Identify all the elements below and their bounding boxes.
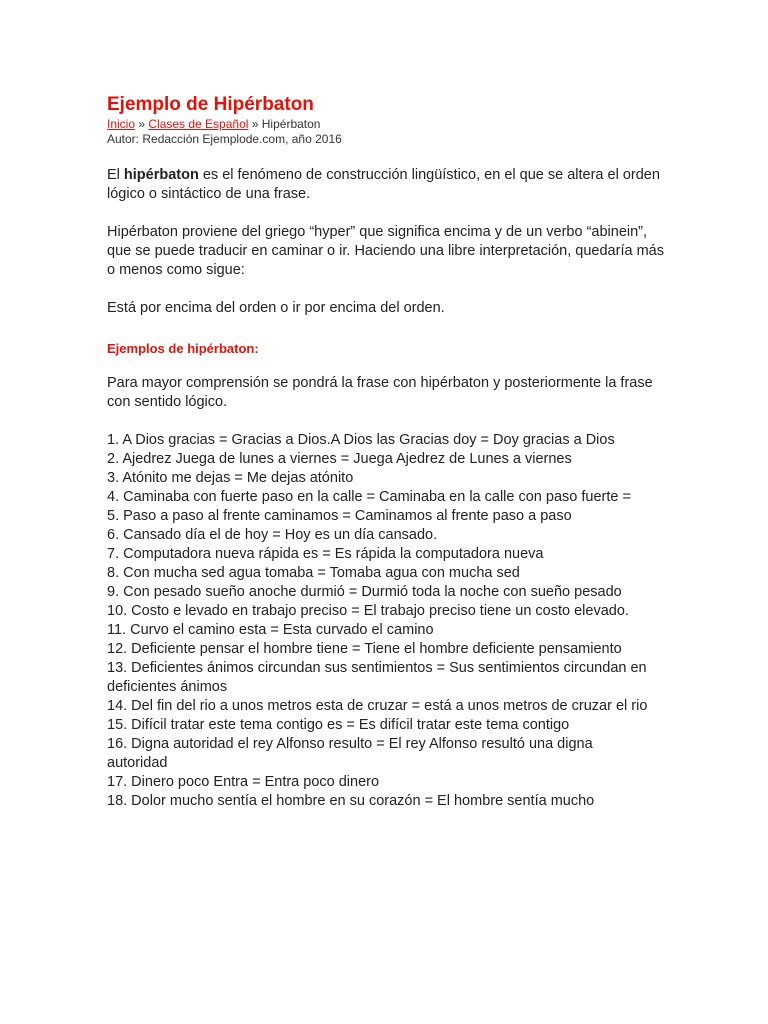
list-item: 15. Difícil tratar este tema contigo es = Es difícil tratar este tema contigo [107, 717, 570, 733]
intro-paragraph [107, 166, 667, 204]
list-item: 9. Con pesado sueño anoche durmió = Durmió toda la noche con sueño pesado [107, 584, 622, 600]
list-item: 8. Con mucha sed agua tomaba = Tomaba agua con mucha sed [107, 565, 520, 581]
breadcrumb-home-link[interactable]: Inicio [107, 117, 136, 131]
list-item: 1. A Dios gracias = Gracias a Dios.A Dios las Gracias doy = Doy gracias a Dios [107, 432, 615, 448]
breadcrumb-current: Hipérbaton [261, 117, 321, 131]
examples-list [107, 431, 667, 811]
list-item: 5. Paso a paso al frente caminamos = Caminamos al frente paso a paso [107, 508, 572, 524]
examples-heading: Ejemplos de hipérbaton: [107, 341, 259, 356]
etymology-paragraph: Hipérbaton proviene del griego “hyper” que significa encima y de un verbo “abinein”, que se puede traducir en caminar o ir. Haciendo una libre interpretación, quedaría más o menos como sigue: [107, 224, 664, 278]
list-item: 4. Caminaba con fuerte paso en la calle = Caminaba en la calle con paso fuerte = [107, 489, 631, 505]
breadcrumb-category-link[interactable]: Clases de Español [148, 117, 249, 131]
author-line: Autor: Redacción Ejemplode.com, año 2016 [107, 132, 342, 146]
list-item: 13. Deficientes ánimos circundan sus sentimientos = Sus sentimientos circundan en deficientes ánimos [107, 660, 647, 695]
breadcrumb [107, 117, 667, 132]
breadcrumb-separator: » [135, 117, 149, 131]
list-item: 7. Computadora nueva rápida es = Es rápida la computadora nueva [107, 546, 544, 562]
breadcrumb-separator: » [248, 117, 262, 131]
examples-intro-paragraph: Para mayor comprensión se pondrá la frase con hipérbaton y posteriormente la frase con sentido lógico. [107, 375, 653, 410]
page-title: Ejemplo de Hipérbaton [107, 94, 314, 115]
definition-paragraph: Está por encima del orden o ir por encima del orden. [107, 300, 445, 316]
list-item: 17. Dinero poco Entra = Entra poco dinero [107, 774, 380, 790]
list-item: 11. Curvo el camino esta = Esta curvado el camino [107, 622, 434, 638]
list-item: 3. Atónito me dejas = Me dejas atónito [107, 470, 354, 486]
list-item: 16. Digna autoridad el rey Alfonso resulto = El rey Alfonso resultó una digna autoridad [107, 736, 593, 771]
list-item: 12. Deficiente pensar el hombre tiene = Tiene el hombre deficiente pensamiento [107, 641, 622, 657]
list-item: 2. Ajedrez Juega de lunes a viernes = Juega Ajedrez de Lunes a viernes [107, 451, 572, 467]
list-item: 6. Cansado día el de hoy = Hoy es un día cansado. [107, 527, 438, 543]
article [107, 94, 667, 811]
list-item: 18. Dolor mucho sentía el hombre en su corazón = El hombre sentía mucho [107, 793, 595, 809]
intro-text-before: El [107, 167, 124, 183]
list-item: 10. Costo e levado en trabajo preciso = El trabajo preciso tiene un costo elevado. [107, 603, 629, 619]
list-item: 14. Del fin del rio a unos metros esta de cruzar = está a unos metros de cruzar el rio [107, 698, 648, 714]
intro-text-after: es el fenómeno de construcción lingüístico, en el que se altera el orden lógico o sintáctico de una frase. [107, 167, 660, 202]
intro-term: hipérbaton [123, 167, 199, 183]
